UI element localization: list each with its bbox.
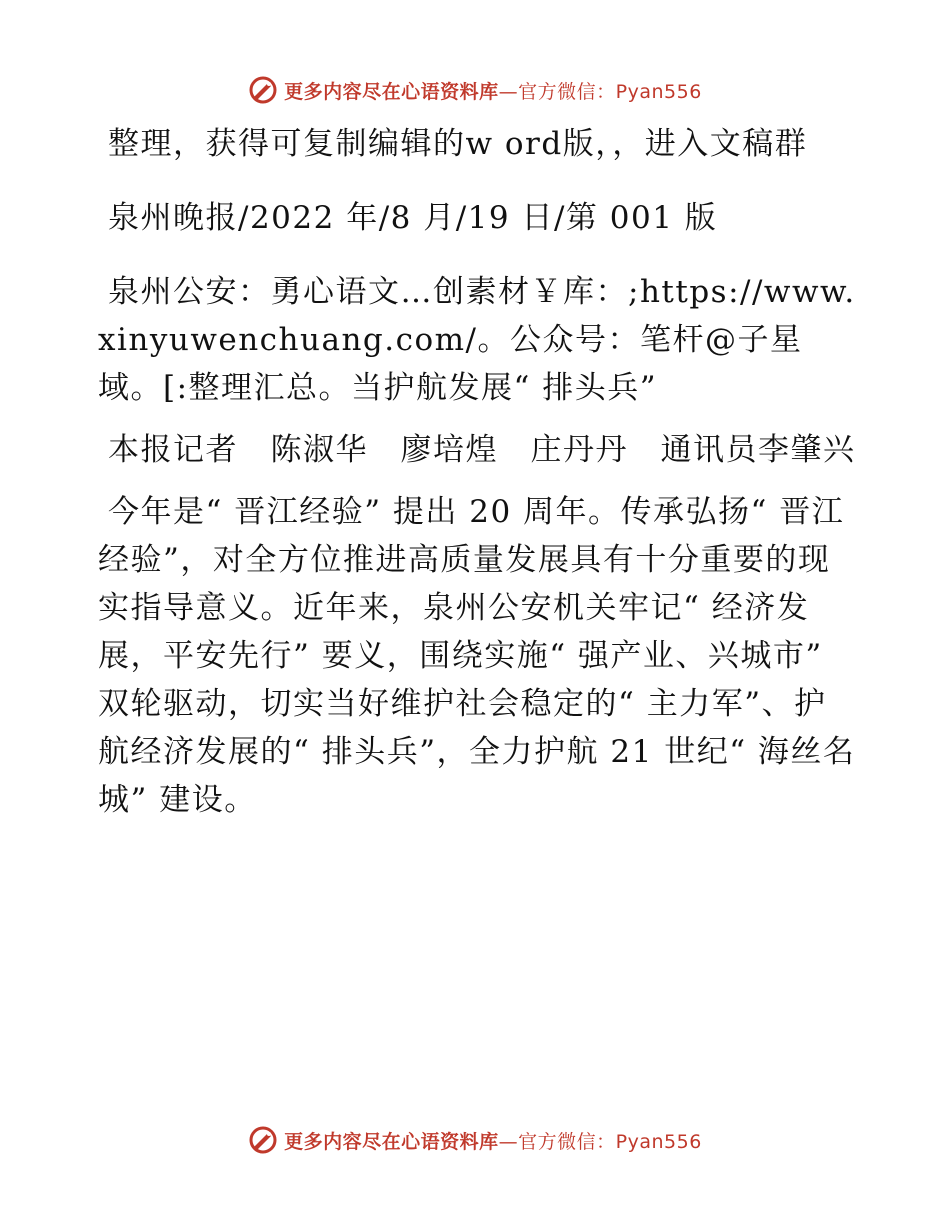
banner-main-text: 更多内容尽在心语资料库 — [284, 1130, 499, 1153]
header-banner — [0, 70, 950, 110]
footer-banner — [0, 1120, 950, 1160]
article-paragraph: 泉州公安：勇心语文…创素材￥库：;https://www.xinyuwenchuang.com/。公众号：笔杆@子星域。[:整理汇总。当护航发展“ 排头兵” — [98, 274, 856, 406]
article-paragraph: 本报记者 陈淑华 廖培煌 庄丹丹 通讯员李肇兴 — [108, 432, 856, 468]
banner-sub-text: —官方微信：Pyan556 — [498, 80, 702, 103]
article-paragraph: 泉州晚报/2022 年/8 月/19 日/第 001 版 — [108, 200, 718, 236]
article-paragraph: 今年是“ 晋江经验” 提出 20 周年。传承弘扬“ 晋江经验”，对全方位推进高质量发展具有十分重要的现实指导意义。近年来，泉州公安机关牢记“ 经济发展，平安先行” 要义，围绕实施“ 强产业、兴城市” 双轮驱动，切实当好维护社会稳定的“ 主力军”、护航经济发展的“ 排头兵”，全力护航 21 世纪“ 海丝名城” 建设。 — [98, 494, 856, 818]
article-body — [98, 120, 858, 838]
pen-swirl-logo-icon — [248, 1125, 278, 1155]
banner-sub-text: —官方微信：Pyan556 — [498, 1130, 702, 1153]
banner-main-text: 更多内容尽在心语资料库 — [284, 80, 499, 103]
article-paragraph: 整理，获得可复制编辑的w ord版，，进入文稿群 — [108, 126, 808, 162]
pen-swirl-logo-icon — [248, 75, 278, 105]
